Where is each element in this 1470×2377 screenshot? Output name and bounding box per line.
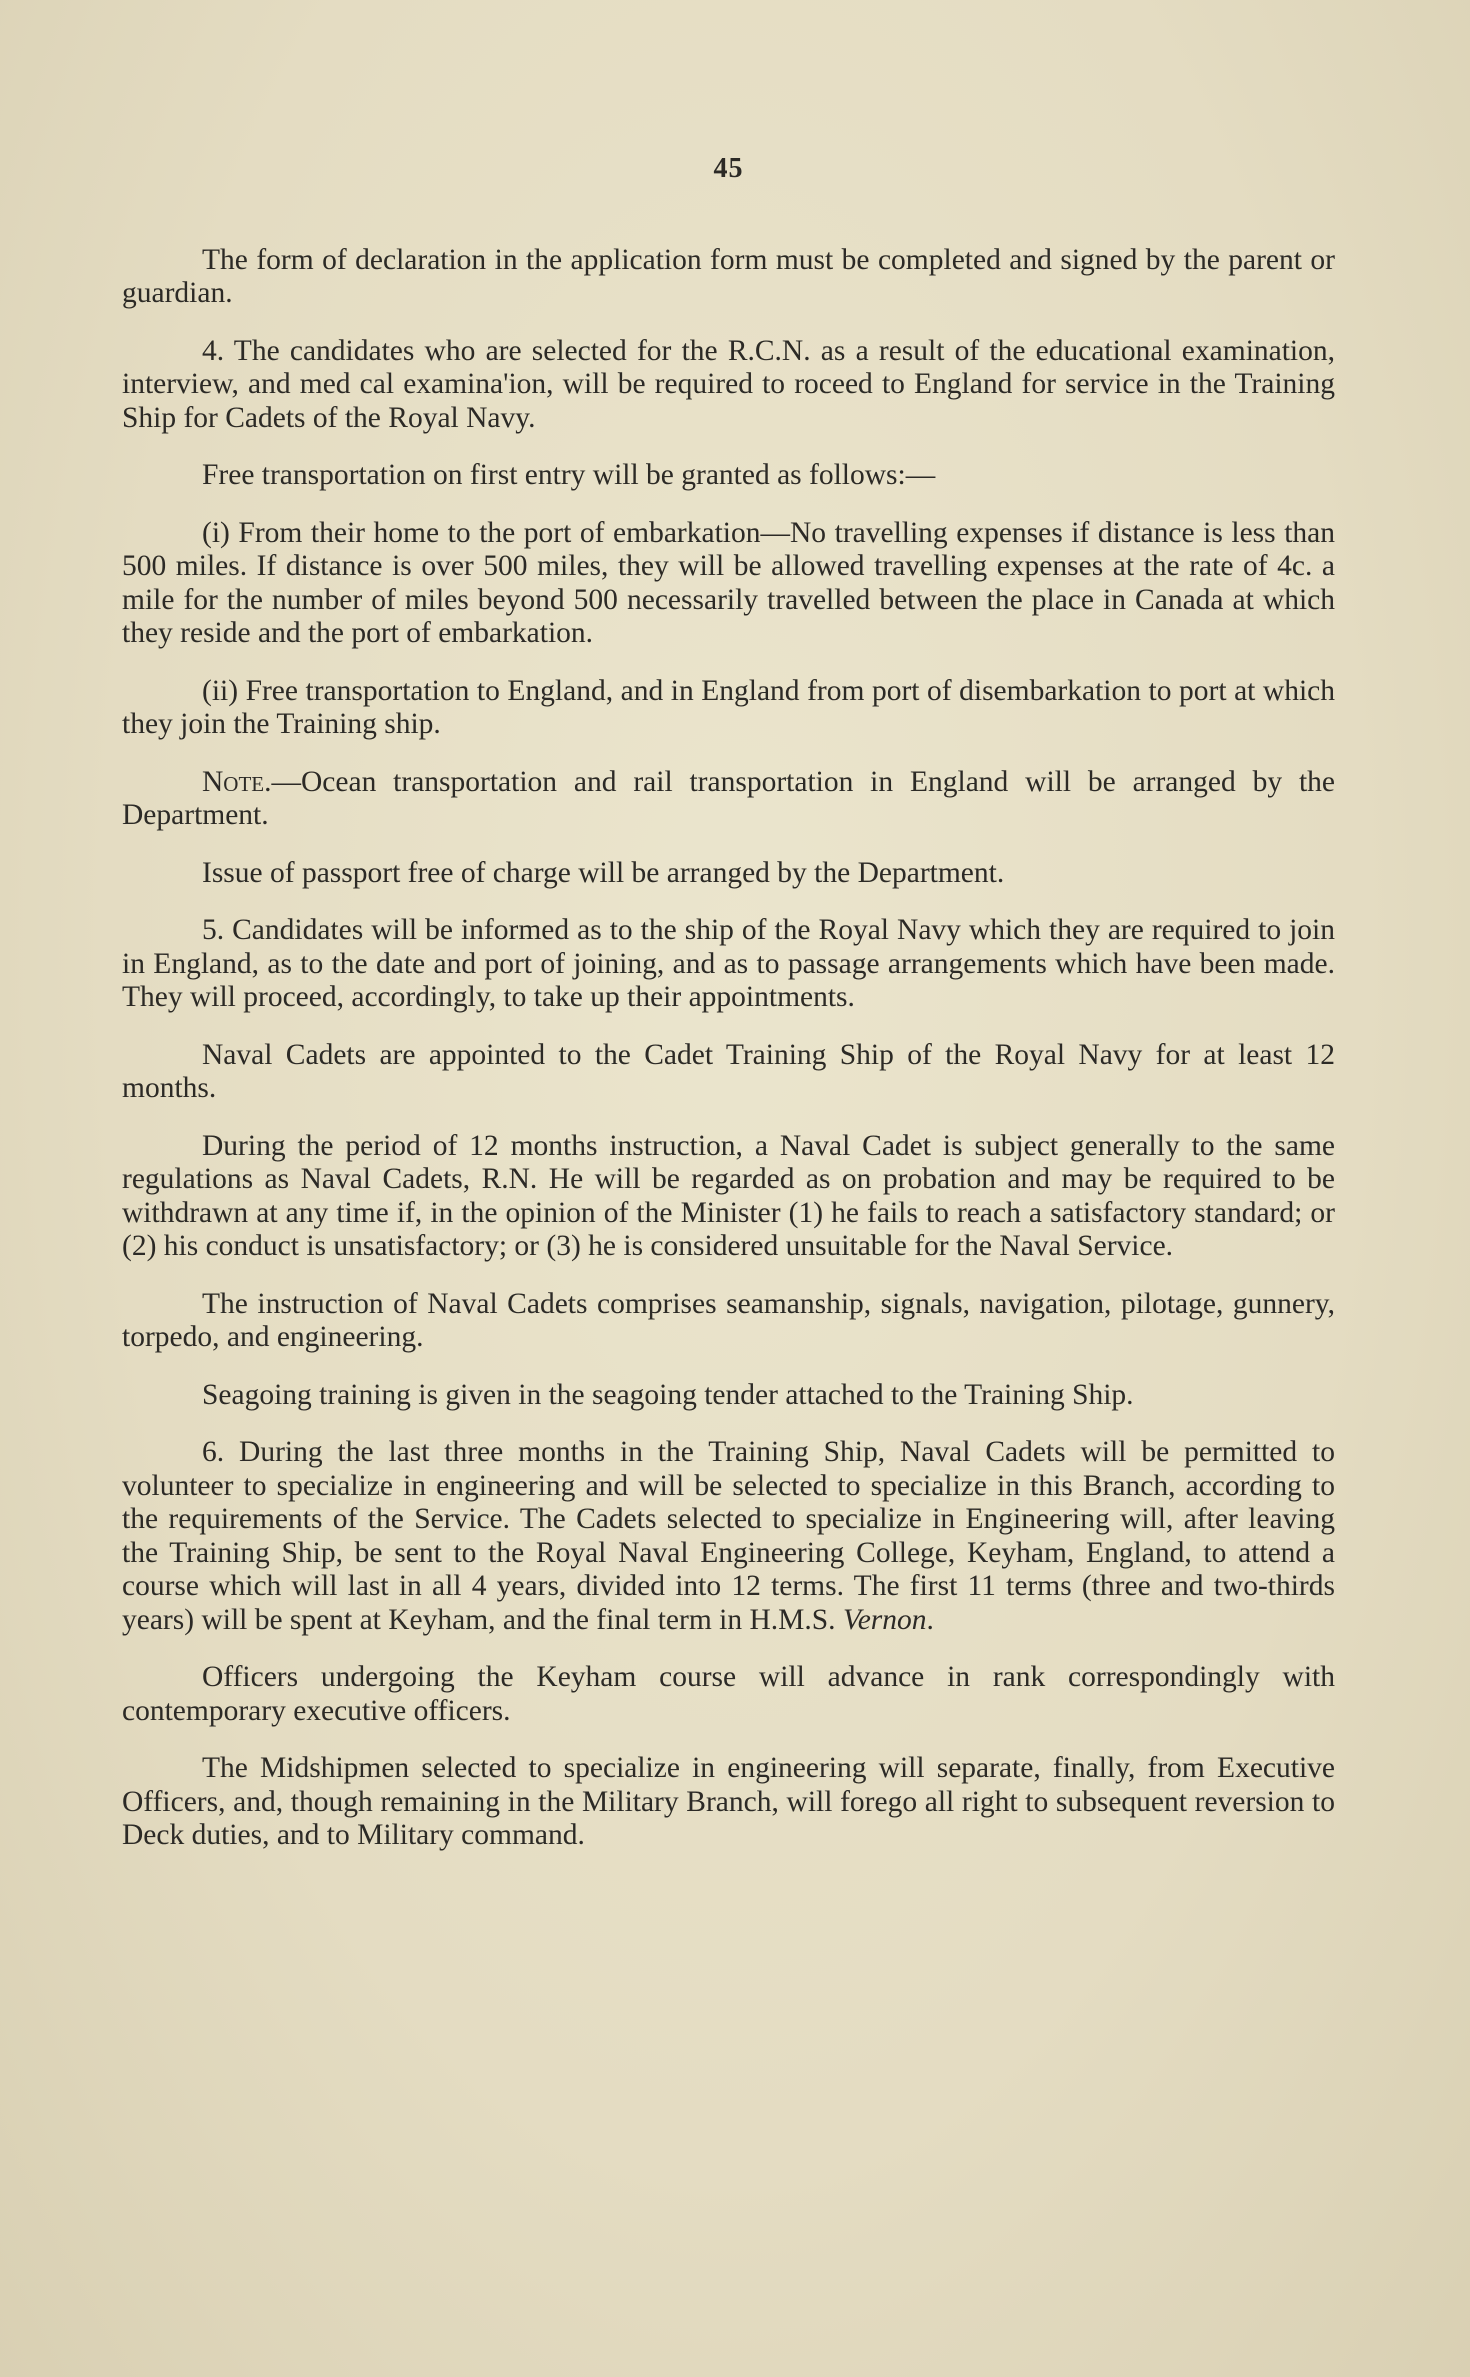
paragraph-section-6 [122, 1436, 1335, 1637]
note-text: —Ocean transportation and rail transportation in England will be arranged by the Department. [122, 765, 1335, 831]
paragraph-keyham-rank: Officers undergoing the Keyham course will advance in rank correspondingly with contemporary executive officers. [122, 1661, 1335, 1727]
ship-name-vernon: Vernon [842, 1603, 927, 1636]
paragraph-probation: During the period of 12 months instruction, a Naval Cadet is subject generally to the same regulations as Naval Cadets, R.N. He will be regarded as on probation and may be required to be withdrawn at any time if, in the opinion of the Minister (1) he fails to reach a satisfactory standard; or (2) his conduct is unsatisfactory; or (3) he is considered unsuitable for the Naval Service. [122, 1129, 1335, 1262]
paragraph-item-i: (i) From their home to the port of embarkation—No travelling expenses if distance is less than 500 miles. If distance is over 500 miles, they will be allowed travelling expenses at the rate of 4c. a mile for the number of miles beyond 500 necessarily travelled between the place in Canada at which they reside and the port of embarkation. [122, 516, 1335, 649]
section-6-text: 6. During the last three months in the Training Ship, Naval Cadets will be permitted to volunteer to specialize in engineering and will be selected to specialize in this Branch, according to the requirements of the Service. The Cadets selected to specialize in Engineering will, after leaving the Training Ship, be sent to the Royal Naval Engineering College, Keyham, England, to attend a course which will last in all 4 years, divided into 12 terms. The first 11 terms (three and two-thirds years) will be spent at Keyham, and the final term in H.M.S. [122, 1436, 1335, 1636]
paragraph-item-ii: (ii) Free transportation to England, and in England from port of disembarkation to port at which they join the Training ship. [122, 674, 1335, 740]
page-number: 45 [713, 153, 744, 184]
paragraph-declaration: The form of declaration in the application form must be completed and signed by the parent or guardian. [122, 243, 1335, 309]
paragraph-section-4: 4. The candidates who are selected for the R.C.N. as a result of the educational examination, interview, and med cal examina'ion, will be required to roceed to England for service in the Training Ship for Cadets of the Royal Navy. [122, 334, 1335, 434]
paragraph-passport: Issue of passport free of charge will be arranged by the Department. [202, 856, 1005, 889]
paragraph-seagoing-training: Seagoing training is given in the seagoing tender attached to the Training Ship. [202, 1378, 1134, 1411]
paragraph-midshipmen: The Midshipmen selected to specialize in engineering will separate, finally, from Executive Officers, and, though remaining in the Military Branch, will forego all right to subsequent reversion to Deck duties, and to Military command. [122, 1752, 1335, 1851]
paragraph-instruction: The instruction of Naval Cadets comprises seamanship, signals, navigation, pilotage, gunnery, torpedo, and engineering. [122, 1287, 1335, 1353]
paragraph-cadet-appointment: Naval Cadets are appointed to the Cadet Training Ship of the Royal Navy for at least 12 months. [122, 1038, 1335, 1104]
paragraph-note [122, 766, 1335, 833]
section-6-end: . [926, 1603, 934, 1636]
paragraph-section-5: 5. Candidates will be informed as to the ship of the Royal Navy which they are required to join in England, as to the date and port of joining, and as to passage arrangements which have been made. They will proceed, accordingly, to take up their appointments. [122, 914, 1335, 1013]
paragraph-free-transportation: Free transportation on first entry will be granted as follows:— [202, 459, 936, 491]
note-label: Note. [202, 765, 272, 798]
